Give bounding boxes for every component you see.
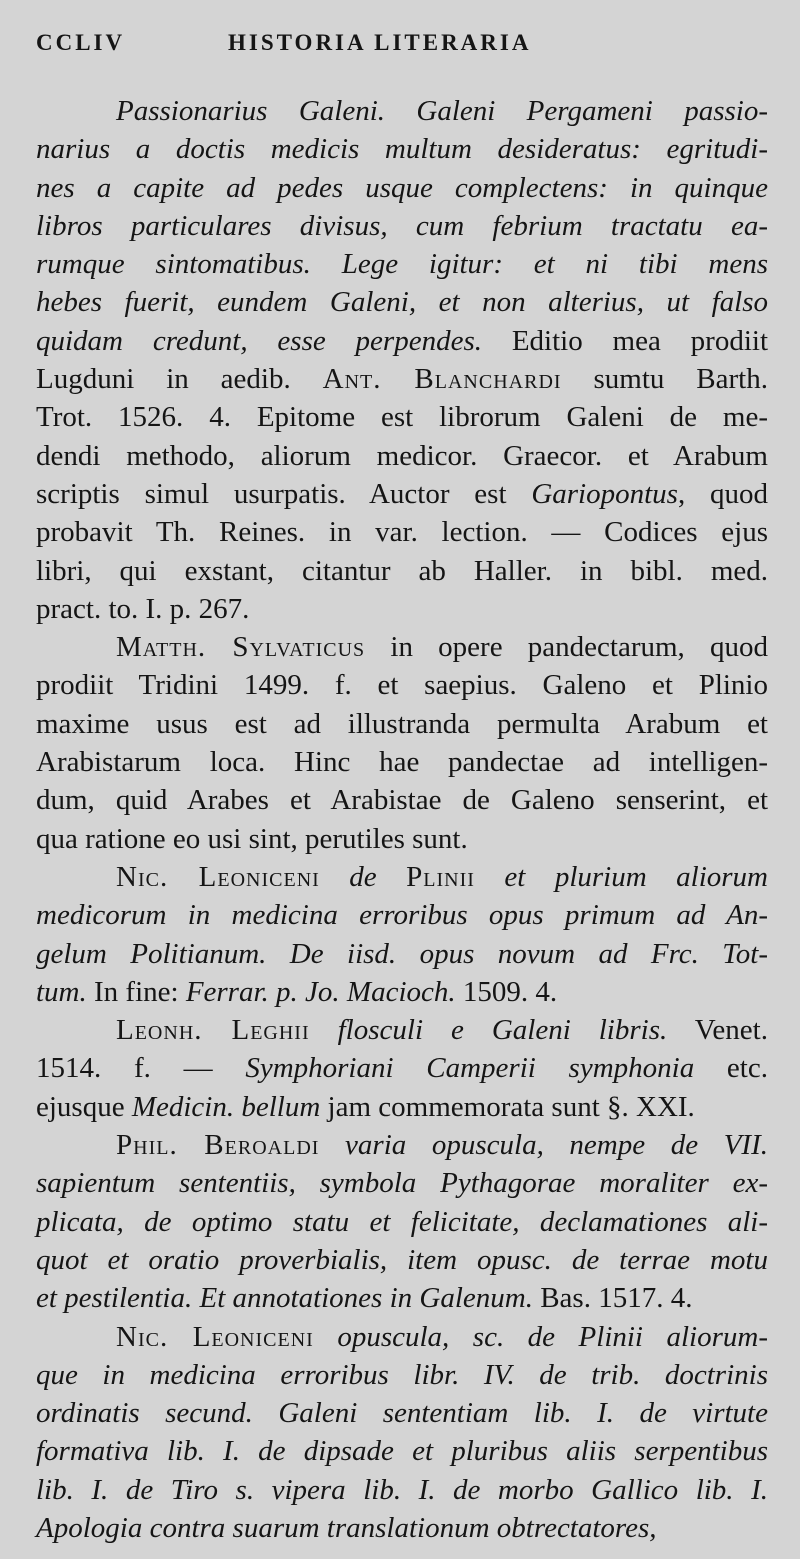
text-segment: maxime usus est ad illustranda permulta Arabum et xyxy=(36,707,768,740)
text-line xyxy=(36,207,768,245)
text-line xyxy=(36,1509,768,1547)
text-line xyxy=(36,360,768,398)
text-line xyxy=(36,130,768,168)
text-line xyxy=(36,513,768,551)
text-segment: 1509. 4. xyxy=(455,975,558,1008)
text-segment: Plinii xyxy=(406,860,475,893)
text-line xyxy=(36,628,768,666)
body-text xyxy=(36,92,768,1547)
text-segment: , quod xyxy=(677,477,768,510)
text-line xyxy=(36,1471,768,1509)
text-segment: nes a capite ad pedes usque complectens: in quinque xyxy=(36,171,768,204)
text-segment: In fine: xyxy=(86,975,186,1008)
text-segment: Nic. Leoniceni xyxy=(116,860,320,893)
text-segment: Ferrar. p. Jo. Macioch. xyxy=(185,975,456,1008)
text-segment: et plurium aliorum xyxy=(474,860,768,893)
text-line xyxy=(36,1394,768,1432)
text-segment: pract. to. I. p. 267. xyxy=(36,592,250,625)
text-segment: Trot. 1526. 4. Epitome est librorum Galeni de me- xyxy=(36,401,768,434)
text-line xyxy=(36,666,768,704)
text-segment: scriptis simul usurpatis. Auctor est xyxy=(36,477,532,510)
paragraph xyxy=(36,1318,768,1548)
text-segment: que in medicina erroribus libr. IV. de trib. doctrinis xyxy=(36,1358,768,1391)
text-line xyxy=(36,1203,768,1241)
text-segment: formativa lib. I. de dipsade et pluribus aliis serpentibus xyxy=(36,1435,768,1468)
text-line xyxy=(36,705,768,743)
text-segment: prodiit Tridini 1499. f. et saepius. Galeno et Plinio xyxy=(36,669,768,702)
text-line xyxy=(36,896,768,934)
text-line xyxy=(36,1356,768,1394)
text-segment: ordinatis secund. Galeni sententiam lib. I. de virtute xyxy=(36,1397,768,1430)
text-line xyxy=(36,973,768,1011)
text-segment: gelum Politianum. De iisd. opus novum ad Frc. Tot- xyxy=(36,937,768,970)
text-line xyxy=(36,1318,768,1356)
text-line xyxy=(36,935,768,973)
text-line xyxy=(36,590,768,628)
paragraph xyxy=(36,1126,768,1317)
text-segment: Symphoriani Camperii symphonia xyxy=(245,1052,695,1085)
text-segment: plicata, de optimo statu et felicitate, declamationes ali- xyxy=(36,1205,768,1238)
text-segment: Lugduni in aedib. xyxy=(36,363,323,396)
text-segment: quot et oratio proverbialis, item opusc. de terrae motu xyxy=(36,1243,768,1276)
text-segment: opuscula, sc. de Plinii aliorum- xyxy=(313,1320,768,1353)
text-line xyxy=(36,92,768,130)
text-line xyxy=(36,1432,768,1470)
text-line xyxy=(36,245,768,283)
text-line xyxy=(36,858,768,896)
text-segment: libri, qui exstant, citantur ab Haller. in bibl. med. xyxy=(36,554,768,587)
paragraph xyxy=(36,92,768,628)
text-segment: Passionarius Galeni. Galeni Pergameni passio- xyxy=(116,95,768,127)
text-segment: etc. xyxy=(694,1052,768,1085)
text-segment: et pestilentia. Et annotationes in Galenum. xyxy=(36,1282,533,1315)
text-line xyxy=(36,743,768,781)
text-segment: in opere pandectarum, quod xyxy=(365,631,769,664)
text-segment: rumque sintomatibus. Lege igitur: et ni tibi mens xyxy=(36,248,768,281)
paragraph xyxy=(36,1011,768,1126)
text-segment: ejusque xyxy=(36,1090,132,1123)
text-segment: 1514. f. — xyxy=(36,1052,246,1085)
text-segment: quidam credunt, esse perpendes. xyxy=(36,324,482,357)
text-line xyxy=(36,169,768,207)
text-segment: flosculi e Galeni libris. xyxy=(309,1014,668,1047)
text-line xyxy=(36,437,768,475)
text-segment: hebes fuerit, eundem Galeni, et non alterius, ut falso xyxy=(36,286,768,319)
text-segment: Bas. 1517. 4. xyxy=(532,1282,693,1315)
text-segment: Apologia contra suarum translationum obtrectatores, xyxy=(36,1511,657,1544)
text-line xyxy=(36,1088,768,1126)
text-segment: dum, quid Arabes et Arabistae de Galeno senserint, et xyxy=(36,784,768,817)
text-segment: Gariopontus xyxy=(531,477,678,510)
text-segment: qua ratione eo usi sint, perutiles sunt. xyxy=(36,822,468,855)
text-segment: dendi methodo, aliorum medicor. Graecor. et Arabum xyxy=(36,439,768,472)
text-line xyxy=(36,283,768,321)
text-line xyxy=(36,475,768,513)
text-segment: jam commemorata sunt §. XXI. xyxy=(320,1090,695,1123)
text-segment: Venet. xyxy=(667,1014,768,1047)
text-segment: tum. xyxy=(36,975,87,1008)
running-title: HISTORIA LITERARIA xyxy=(228,30,532,55)
text-segment: Nic. Leoniceni xyxy=(116,1320,314,1353)
text-segment: varia opuscula, nempe de VII. xyxy=(319,1129,768,1162)
text-segment: Leonh. Leghii xyxy=(116,1014,310,1047)
text-segment: probavit Th. Reines. in var. lection. — Codices ejus xyxy=(36,516,768,549)
text-segment: de xyxy=(319,860,407,893)
text-segment: sapientum sententiis, symbola Pythagorae moraliter ex- xyxy=(36,1167,768,1200)
paragraph xyxy=(36,628,768,858)
text-line xyxy=(36,1279,768,1317)
page-number: CCLIV xyxy=(36,30,126,55)
text-line xyxy=(36,1241,768,1279)
running-head xyxy=(36,30,764,60)
text-line xyxy=(36,322,768,360)
text-segment: Arabistarum loca. Hinc hae pandectae ad intelligen- xyxy=(36,746,768,779)
text-line xyxy=(36,1126,768,1164)
text-segment: sumtu Barth. xyxy=(561,363,768,396)
text-line xyxy=(36,1049,768,1087)
text-segment: lib. I. de Tiro s. vipera lib. I. de morbo Gallico lib. I. xyxy=(36,1473,768,1506)
text-segment: Ant. Blanchardi xyxy=(322,363,562,396)
text-segment: Phil. Beroaldi xyxy=(116,1129,320,1162)
text-line xyxy=(36,552,768,590)
text-line xyxy=(36,398,768,436)
text-segment: libros particulares divisus, cum febrium tractatu ea- xyxy=(36,209,768,242)
text-line xyxy=(36,1164,768,1202)
text-segment: Editio mea prodiit xyxy=(482,324,768,357)
text-segment: Medicin. bellum xyxy=(131,1090,321,1123)
paragraph xyxy=(36,858,768,1011)
text-line xyxy=(36,1011,768,1049)
text-line xyxy=(36,820,768,858)
text-segment: medicorum in medicina erroribus opus primum ad An- xyxy=(36,899,768,932)
text-segment: Matth. Sylvaticus xyxy=(116,631,366,664)
text-line xyxy=(36,781,768,819)
text-segment: narius a doctis medicis multum desideratus: egritudi- xyxy=(36,133,768,166)
